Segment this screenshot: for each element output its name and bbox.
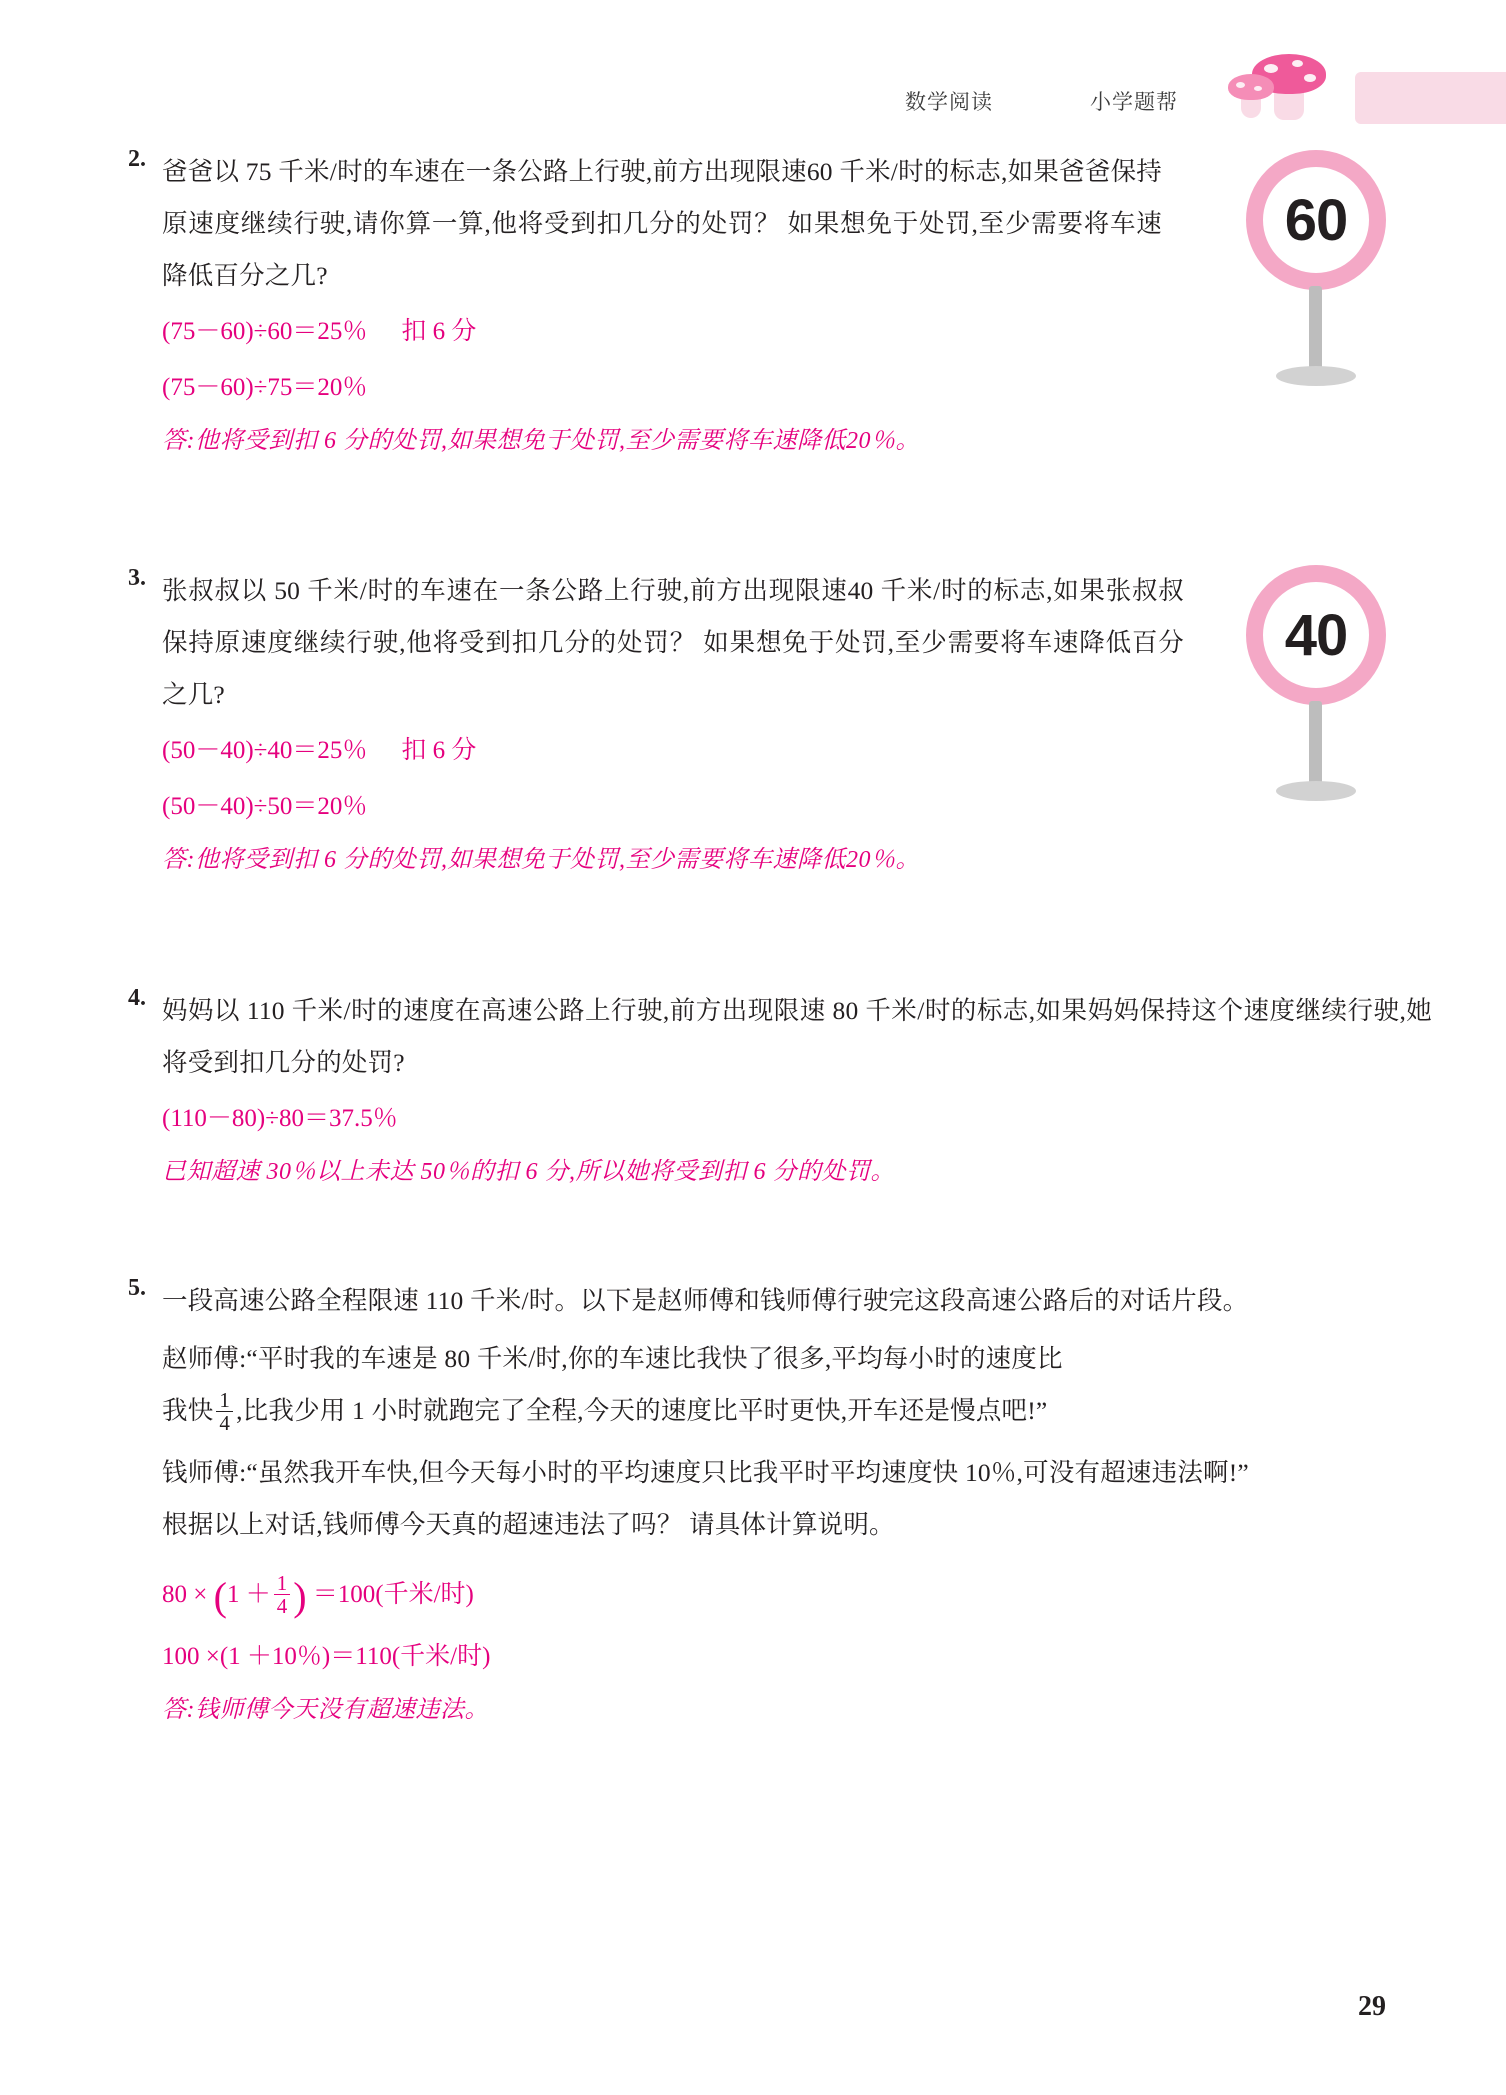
header-accent-bar xyxy=(1355,72,1506,124)
sign-base xyxy=(1276,781,1356,801)
fraction-one-quarter xyxy=(216,1389,233,1434)
work-line-1 xyxy=(162,306,1258,358)
work-inner-pre: 1 ＋ xyxy=(226,1581,271,1608)
fraction-denominator: 4 xyxy=(274,1594,291,1617)
fraction-denominator: 4 xyxy=(216,1411,233,1434)
work-line-1 xyxy=(162,725,1258,777)
question-text: 爸爸以 75 千米/时的车速在一条公路上行驶,前方出现限速60 千米/时的标志,如果爸爸保持原速度继续行驶,请你算一算,他将受到扣几分的处罚？ 如果想免于处罚,至少需要将车速降低百分之几? xyxy=(162,157,1162,290)
answer-line: 已知超速 30％以上未达 50％的扣 6 分,所以她将受到扣 6 分的处罚。 xyxy=(162,1159,895,1185)
work-line-2: 100 ×(1 ＋10％)＝110(千米/时) xyxy=(162,1643,491,1670)
dialog-text-post: ,比我少用 1 小时就跑完了全程,今天的速度比平时更快,开车还是慢点吧!” xyxy=(236,1396,1048,1425)
sign-value: 40 xyxy=(1284,602,1348,668)
page-number: 29 xyxy=(1358,1991,1386,2022)
work-expression-post: ＝100(千米/时) xyxy=(312,1581,474,1608)
question-block-5 xyxy=(128,1275,1258,1735)
question-block-4 xyxy=(128,985,1432,1197)
dialog-zhao-line-1: 赵师傅:“平时我的车速是 80 千米/时,你的车速比我快了很多,平均每小时的速度比 xyxy=(162,1344,1063,1373)
question-text: 张叔叔以 50 千米/时的车速在一条公路上行驶,前方出现限速40 千米/时的标志,如果张叔叔保持原速度继续行驶,他将受到扣几分的处罚？ 如果想免于处罚,至少需要将车速降低百分之几? xyxy=(162,576,1184,709)
question-text: 妈妈以 110 千米/时的速度在高速公路上行驶,前方出现限速 80 千米/时的标志,如果妈妈保持这个速度继续行驶,她将受到扣几分的处罚? xyxy=(162,996,1432,1077)
right-paren: ) xyxy=(293,1574,307,1619)
work-line-1 xyxy=(162,1569,1258,1621)
dialog-zhao-line-2 xyxy=(162,1385,1402,1437)
sign-value: 60 xyxy=(1284,187,1348,253)
sign-base xyxy=(1276,366,1356,386)
dialog-qian-line: 钱师傅:“虽然我开车快,但今天每小时的平均速度只比我平时平均速度快 10％,可没有超速违法啊!” xyxy=(162,1458,1249,1487)
sign-pole xyxy=(1309,701,1322,793)
question-number: 2. xyxy=(128,146,146,172)
question-number: 4. xyxy=(128,985,146,1011)
left-paren: ( xyxy=(213,1574,227,1619)
work-note: 扣 6 分 xyxy=(401,318,477,345)
work-line-1: (110－80)÷80＝37.5％ xyxy=(162,1105,398,1132)
sign-pole xyxy=(1309,286,1322,378)
dialog-question-line: 根据以上对话,钱师傅今天真的超速违法了吗？ 请具体计算说明。 xyxy=(162,1510,895,1539)
header-section-label: 数学阅读 xyxy=(905,90,993,114)
mushroom-icon xyxy=(1228,52,1348,124)
fraction-numerator: 1 xyxy=(219,1387,231,1412)
work-expression-pre: 80 × xyxy=(162,1581,208,1608)
question-text: 一段高速公路全程限速 110 千米/时。以下是赵师傅和钱师傅行驶完这段高速公路后的对话片段。 xyxy=(162,1286,1249,1315)
question-block-2 xyxy=(128,146,1258,466)
fraction-numerator: 1 xyxy=(276,1570,288,1595)
work-line-2: (50－40)÷50＝20％ xyxy=(162,793,368,820)
work-line-2: (75－60)÷75＝20％ xyxy=(162,374,368,401)
answer-line: 答:他将受到扣 6 分的处罚,如果想免于处罚,至少需要将车速降低20％。 xyxy=(162,847,920,873)
sign-disc xyxy=(1246,150,1386,290)
header-brand-label: 小学题帮 xyxy=(1090,90,1178,114)
work-note: 扣 6 分 xyxy=(401,737,477,764)
dialog-text-pre: 我快 xyxy=(162,1396,214,1425)
question-block-3 xyxy=(128,565,1258,885)
fraction-one-quarter xyxy=(274,1572,291,1617)
answer-line: 答:他将受到扣 6 分的处罚,如果想免于处罚,至少需要将车速降低20％。 xyxy=(162,428,920,454)
speed-limit-sign-40 xyxy=(1238,565,1398,825)
speed-limit-sign-60 xyxy=(1238,150,1398,410)
question-number: 3. xyxy=(128,565,146,591)
work-expression: (75－60)÷60＝25％ xyxy=(162,318,368,345)
work-expression: (50－40)÷40＝25％ xyxy=(162,737,368,764)
sign-disc xyxy=(1246,565,1386,705)
answer-line: 答:钱师傅今天没有超速违法。 xyxy=(162,1697,489,1723)
question-number: 5. xyxy=(128,1275,146,1301)
